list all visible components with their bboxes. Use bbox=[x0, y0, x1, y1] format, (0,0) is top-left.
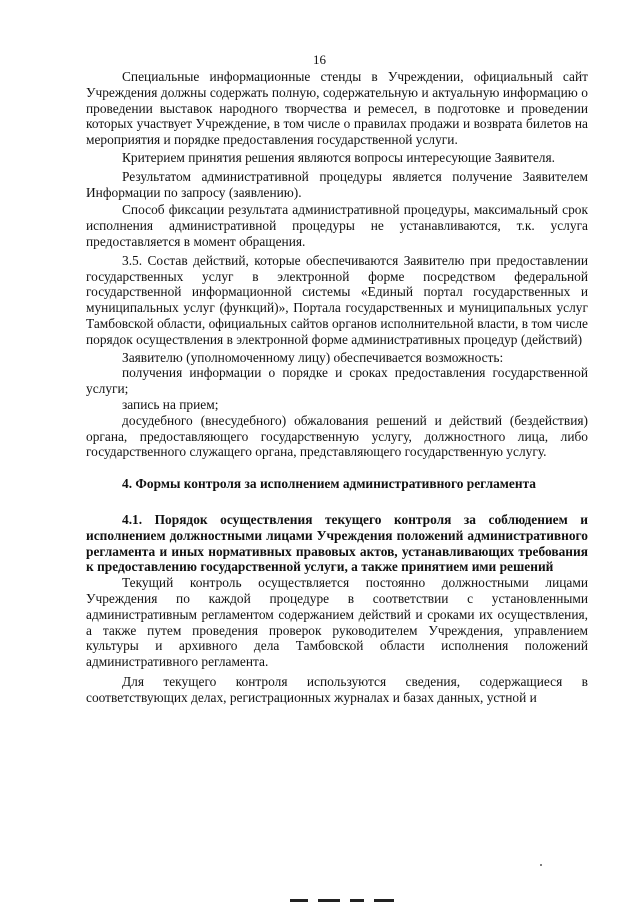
page-number: 16 bbox=[313, 52, 326, 67]
subsection-heading-4-1: 4.1. Порядок осуществления текущего контроля за соблюдением и исполнением должностными лицами Учреждения положений административного регламента и иных нормативных правовых актов, устанавливающих требования к предоставлению государственной услуги, а также принятием ими решений bbox=[86, 511, 588, 575]
paragraph-applicant-capabilities: Заявителю (уполномоченному лицу) обеспечивается возможность: bbox=[122, 349, 504, 365]
paragraph-procedure-result: Результатом административной процедуры является получение Заявителем Информации по запросу (заявлению). bbox=[86, 168, 588, 200]
section-heading-4: 4. Формы контроля за исполнением административного регламента bbox=[122, 476, 537, 492]
paragraph-section-3-5: 3.5. Состав действий, которые обеспечиваются Заявителю при предоставлении государственных услуг в электронной форме посредством федеральной государственной информационной системы «Единый портал государственных и муниципальных услуг (функций)», Портала государственных и муниципальных услуг Тамбовской области, официальных сайтов органов исполнительной власти, в том числе порядок осуществления в электронной форме административных процедур (действий) bbox=[86, 252, 588, 347]
scan-dot-mark bbox=[540, 864, 542, 866]
paragraph-control-sources: Для текущего контроля используются сведения, содержащиеся в соответствующих делах, регистрационных журналах и базах данных, устной и bbox=[86, 673, 588, 705]
list-item-appeal: досудебного (внесудебного) обжалования решений и действий (бездействия) органа, предоставляющего государственную услугу, должностного лица, либо государственного служащего органа, представляющего государственную услугу. bbox=[86, 412, 588, 460]
paragraph-current-control: Текущий контроль осуществляется постоянно должностными лицами Учреждения по каждой процедуре в соответствии с установленными административным регламентом содержанием действий и сроками их осуществления, а также путем проведения проверок руководителем Учреждения, управлением культуры и архивного дела Тамбовской области исполнения положений административного регламента. bbox=[86, 575, 588, 670]
paragraph-result-fixation: Способ фиксации результата административной процедуры, максимальный срок исполнения административной процедуры не устанавливаются, т.к. услуга предоставляется в момент обращения. bbox=[86, 202, 588, 249]
list-item-appointment: запись на прием; bbox=[122, 396, 219, 412]
cut-off-footer-text bbox=[290, 899, 410, 905]
paragraph-decision-criterion: Критерием принятия решения являются вопросы интересующие Заявителя. bbox=[122, 149, 555, 165]
document-body bbox=[86, 69, 588, 705]
list-item-get-info: получения информации о порядке и сроках предоставления государственной услуги; bbox=[86, 365, 588, 397]
paragraph-info-stands: Специальные информационные стенды в Учреждении, официальный сайт Учреждения должны содержать полную, содержательную и актуальную информацию о проведении выставок народного творчества и ремесел, в подготовке и проведении которых участвует Учреждение, в том числе о правилах продажи и возврата билетов на мероприятия и порядке предоставления государственной услуги. bbox=[86, 69, 588, 148]
